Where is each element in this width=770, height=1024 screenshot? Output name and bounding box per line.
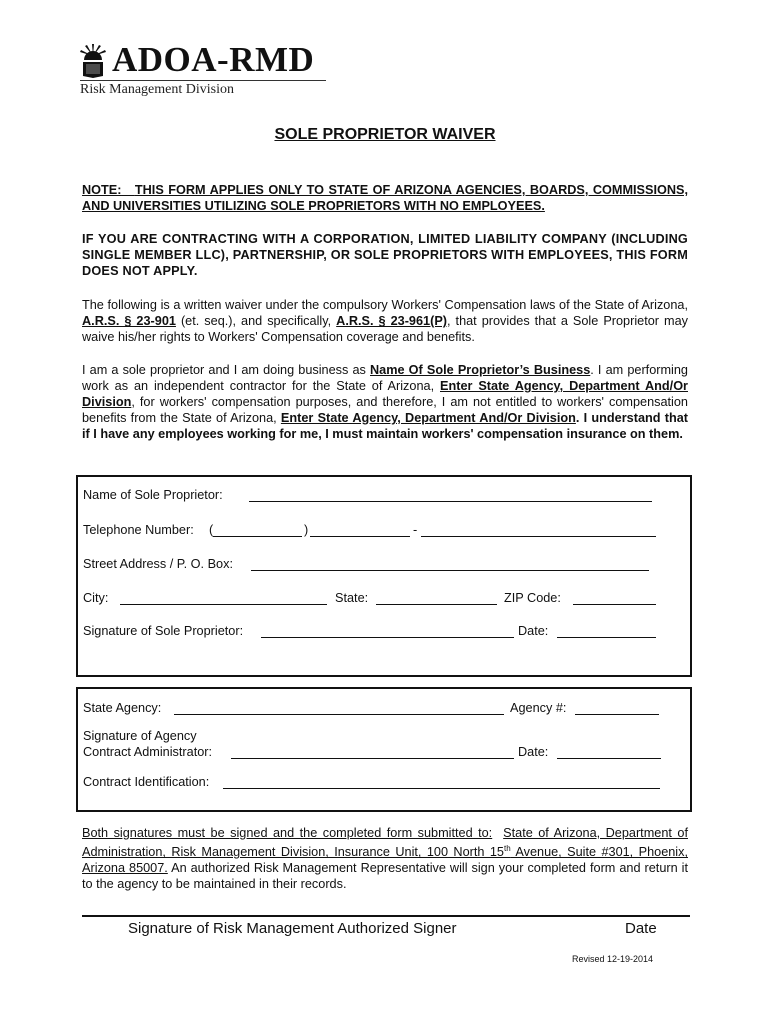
state-agency-label: State Agency: [83,701,162,715]
submission-address-text: State of Arizona, Department of Administration, Risk Management Division, Insurance Unit, 100 North 15 [82,826,688,860]
agency-info-box [76,687,692,812]
zip-code-label: ZIP Code: [504,591,561,605]
state-agency-field-1[interactable]: Enter State Agency, Department And/Or Division [82,379,688,409]
arizona-sun-icon [80,44,106,78]
telephone-area-code-field[interactable] [213,536,302,537]
statement-paragraph [82,362,688,442]
proprietor-name-label: Name of Sole Proprietor: [83,488,223,502]
telephone-close-paren: ) [304,523,309,537]
state-agency-input[interactable] [174,714,504,715]
statement-text-2: . I am performing work as an independent contractor for the State of Arizona, [82,363,688,393]
city-label: City: [83,591,109,605]
logo-subtitle: Risk Management Division [80,82,234,97]
contract-id-field[interactable] [223,788,660,789]
street-address-field[interactable] [251,570,649,571]
rm-signer-label: Signature of Risk Management Authorized Signer [128,920,457,937]
agency-signature-label-line2: Contract Administrator: [83,745,213,759]
warning-paragraph: IF YOU ARE CONTRACTING WITH A CORPORATION, LIMITED LIABILITY COMPANY (INCLUDING SINGLE MEMBER LLC), PARTNERSHIP, OR SOLE PROPRIETORS WITH EMPLOYEES, THIS FORM DOES NOT APPLY. [82,232,688,278]
agency-number-label: Agency #: [510,701,567,715]
submission-text-4: An authorized Risk Management Representative will sign your completed form and return it to the agency to be maintained in their records. [82,861,688,892]
logo-title: ADOA-RMD [112,40,315,79]
agency-signature-label-line1: Signature of Agency [83,729,197,743]
proprietor-name-field[interactable] [249,501,652,502]
telephone-label: Telephone Number: [83,523,194,537]
proprietor-info-box [76,475,692,677]
state-label: State: [335,591,369,605]
statute-link-23-961p[interactable]: A.R.S. § 23-961(P) [336,314,448,328]
rm-date-label: Date [625,920,657,937]
proprietor-date-label: Date: [518,624,549,638]
submission-paragraph [82,825,688,892]
agency-date-field[interactable] [557,758,661,759]
form-title: SOLE PROPRIETOR WAIVER [274,126,496,143]
proprietor-signature-label: Signature of Sole Proprietor: [83,624,244,638]
waiver-text-3: , that provides that a Sole Proprietor may waive his/her rights to Workers' Compensation coverage and benefits. [82,314,688,344]
waiver-paragraph [82,297,688,345]
business-name-field[interactable]: Name Of Sole Proprietor’s Business [370,363,591,377]
zip-code-field[interactable] [573,604,656,605]
agency-signature-field[interactable] [231,758,514,759]
submission-text-1: Both signatures must be signed and the completed form submitted to: [82,826,493,840]
telephone-prefix-field[interactable] [310,536,410,537]
revised-date: Revised 12-19-2014 [572,954,654,964]
street-address-label: Street Address / P. O. Box: [83,557,233,571]
statute-link-23-901[interactable]: A.R.S. § 23-901 [82,314,176,328]
rm-signature-line[interactable] [82,915,690,917]
proprietor-signature-field[interactable] [261,637,514,638]
telephone-dash: - [413,523,418,537]
waiver-text-2: (et. seq.), and specifically, [175,314,337,328]
agency-number-field[interactable] [575,714,659,715]
waiver-text-1: The following is a written waiver under the compulsory Workers' Compensation laws of the State of Arizona, [82,298,688,312]
agency-date-label: Date: [518,745,549,759]
submission-address-sup: th [504,844,511,853]
state-field[interactable] [376,604,497,605]
statement-text-3: , for workers' compensation purposes, and therefore, I am not entitled to workers' compensation benefits from the State of Arizona, [82,395,688,425]
note-label: NOTE: [82,183,122,197]
note-text: THIS FORM APPLIES ONLY TO STATE OF ARIZONA AGENCIES, BOARDS, COMMISSIONS, AND UNIVERSITIES UTILIZING SOLE PROPRIETORS WITH NO EMPLOYEES. [82,183,689,213]
note-paragraph [82,182,688,214]
state-agency-field-2[interactable]: Enter State Agency, Department And/Or Division [280,411,576,425]
contract-id-label: Contract Identification: [83,775,210,789]
city-field[interactable] [120,604,327,605]
logo-divider [80,80,326,81]
statement-text-1: I am a sole proprietor and I am doing business as [82,363,370,377]
submission-address-tail: Avenue, Suite #301, Phoenix, Arizona 85007. [82,845,688,876]
proprietor-date-field[interactable] [557,637,656,638]
telephone-open-paren: ( [209,523,214,537]
telephone-number-field[interactable] [421,536,656,537]
statement-text-4: . I understand that if I have any employees working for me, I must maintain workers' compensation insurance on them. [82,411,688,441]
